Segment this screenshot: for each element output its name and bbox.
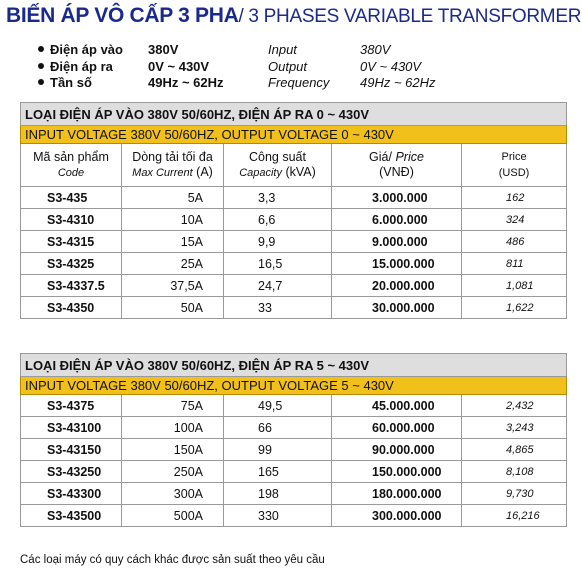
col-price-usd: Price (USD)	[462, 144, 567, 187]
cell-price-vnd: 150.000.000	[332, 461, 462, 483]
cell-capacity: 49,5	[224, 395, 332, 417]
cell-current: 15A	[122, 231, 224, 253]
cell-code: S3-43100	[21, 417, 122, 439]
cell-price-vnd: 6.000.000	[332, 209, 462, 231]
cell-price-usd: 162	[462, 187, 567, 209]
spec-label: Tần số	[50, 75, 92, 90]
cell-price-usd: 486	[462, 231, 567, 253]
cell-capacity: 9,9	[224, 231, 332, 253]
cell-capacity: 6,6	[224, 209, 332, 231]
cell-capacity: 66	[224, 417, 332, 439]
cell-price-vnd: 20.000.000	[332, 275, 462, 297]
bullet-icon	[38, 79, 44, 85]
cell-price-usd: 324	[462, 209, 567, 231]
cell-price-vnd: 9.000.000	[332, 231, 462, 253]
cell-price-usd: 1,081	[462, 275, 567, 297]
cell-current: 150A	[122, 439, 224, 461]
spec-value: 380V	[148, 42, 179, 57]
cell-code: S3-43250	[21, 461, 122, 483]
table-row	[21, 505, 567, 527]
cell-price-usd: 811	[462, 253, 567, 275]
section-heading-en	[21, 126, 567, 144]
spec-en-label: Output	[268, 58, 308, 74]
cell-current: 5A	[122, 187, 224, 209]
col-price-vnd: Giá/ Price (VNĐ)	[332, 144, 462, 187]
cell-price-vnd: 30.000.000	[332, 297, 462, 319]
section-heading-vi	[21, 103, 567, 126]
spec-output	[38, 59, 558, 76]
cell-current: 37,5A	[122, 275, 224, 297]
table-body	[21, 395, 567, 527]
cell-price-usd: 1,622	[462, 297, 567, 319]
cell-code: S3-43150	[21, 439, 122, 461]
table-row	[21, 209, 567, 231]
page-title	[6, 4, 581, 28]
cell-code: S3-4375	[21, 395, 122, 417]
cell-current: 10A	[122, 209, 224, 231]
price-table-1	[20, 102, 567, 319]
cell-capacity: 330	[224, 505, 332, 527]
cell-capacity: 99	[224, 439, 332, 461]
table-row	[21, 275, 567, 297]
spec-list	[38, 42, 558, 92]
table-row	[21, 231, 567, 253]
heading-en: INPUT VOLTAGE 380V 50/60HZ, OUTPUT VOLTAGE 0 ~ 430V	[21, 126, 567, 144]
cell-code: S3-4310	[21, 209, 122, 231]
title-en: / 3 PHASES VARIABLE TRANSFORMER	[238, 6, 582, 27]
column-header-row	[21, 144, 567, 187]
spec-en-value: 0V ~ 430V	[360, 58, 422, 74]
heading-vi: LOẠI ĐIỆN ÁP VÀO 380V 50/60HZ, ĐIỆN ÁP RA 0 ~ 430V	[21, 103, 567, 126]
cell-code: S3-43300	[21, 483, 122, 505]
bullet-icon	[38, 63, 44, 69]
cell-current: 75A	[122, 395, 224, 417]
heading-vi: LOẠI ĐIỆN ÁP VÀO 380V 50/60HZ, ĐIỆN ÁP RA 5 ~ 430V	[21, 354, 567, 377]
spec-value: 0V ~ 430V	[148, 58, 210, 74]
cell-price-usd: 3,243	[462, 417, 567, 439]
cell-current: 100A	[122, 417, 224, 439]
table-row	[21, 417, 567, 439]
cell-price-vnd: 15.000.000	[332, 253, 462, 275]
section-heading-en	[21, 377, 567, 395]
spec-label: Điện áp vào	[50, 42, 123, 57]
cell-price-usd: 9,730	[462, 483, 567, 505]
cell-price-vnd: 300.000.000	[332, 505, 462, 527]
cell-capacity: 33	[224, 297, 332, 319]
title-vi: BIẾN ÁP VÔ CẤP 3 PHA	[6, 4, 239, 27]
cell-capacity: 24,7	[224, 275, 332, 297]
spec-en-label: Frequency	[268, 75, 330, 90]
spec-frequency	[38, 75, 558, 92]
spec-en-label: Input	[268, 42, 297, 57]
cell-price-usd: 8,108	[462, 461, 567, 483]
table-row	[21, 461, 567, 483]
cell-price-usd: 16,216	[462, 505, 567, 527]
spec-value: 49Hz ~ 62Hz	[148, 75, 224, 90]
cell-price-usd: 4,865	[462, 439, 567, 461]
col-capacity: Công suất Capacity (kVA)	[224, 144, 332, 187]
table-row	[21, 297, 567, 319]
bullet-icon	[38, 46, 44, 52]
table-body	[21, 187, 567, 319]
spec-en-value: 49Hz ~ 62Hz	[360, 75, 436, 90]
cell-code: S3-4350	[21, 297, 122, 319]
table-row	[21, 187, 567, 209]
cell-capacity: 165	[224, 461, 332, 483]
cell-current: 250A	[122, 461, 224, 483]
price-table-2	[20, 353, 567, 527]
cell-code: S3-4315	[21, 231, 122, 253]
cell-code: S3-4325	[21, 253, 122, 275]
section-heading-vi	[21, 354, 567, 377]
cell-price-vnd: 45.000.000	[332, 395, 462, 417]
table-row	[21, 253, 567, 275]
cell-price-vnd: 90.000.000	[332, 439, 462, 461]
cell-capacity: 16,5	[224, 253, 332, 275]
col-current: Dòng tải tối đa Max Current (A)	[122, 144, 224, 187]
table-row	[21, 395, 567, 417]
footnote: Các loại máy có quy cách khác được sản suất theo yêu cầu	[20, 554, 325, 566]
cell-price-vnd: 180.000.000	[332, 483, 462, 505]
cell-capacity: 3,3	[224, 187, 332, 209]
heading-en: INPUT VOLTAGE 380V 50/60HZ, OUTPUT VOLTAGE 5 ~ 430V	[21, 377, 567, 395]
cell-current: 500A	[122, 505, 224, 527]
spec-en-value: 380V	[360, 42, 391, 57]
cell-current: 50A	[122, 297, 224, 319]
table-row	[21, 439, 567, 461]
col-code: Mã sản phẩm Code	[21, 144, 122, 187]
spec-label: Điện áp ra	[50, 58, 113, 74]
cell-price-vnd: 60.000.000	[332, 417, 462, 439]
cell-price-vnd: 3.000.000	[332, 187, 462, 209]
table-row	[21, 483, 567, 505]
cell-current: 25A	[122, 253, 224, 275]
cell-capacity: 198	[224, 483, 332, 505]
cell-current: 300A	[122, 483, 224, 505]
cell-code: S3-43500	[21, 505, 122, 527]
spec-input	[38, 42, 558, 59]
cell-code: S3-435	[21, 187, 122, 209]
cell-code: S3-4337.5	[21, 275, 122, 297]
cell-price-usd: 2,432	[462, 395, 567, 417]
